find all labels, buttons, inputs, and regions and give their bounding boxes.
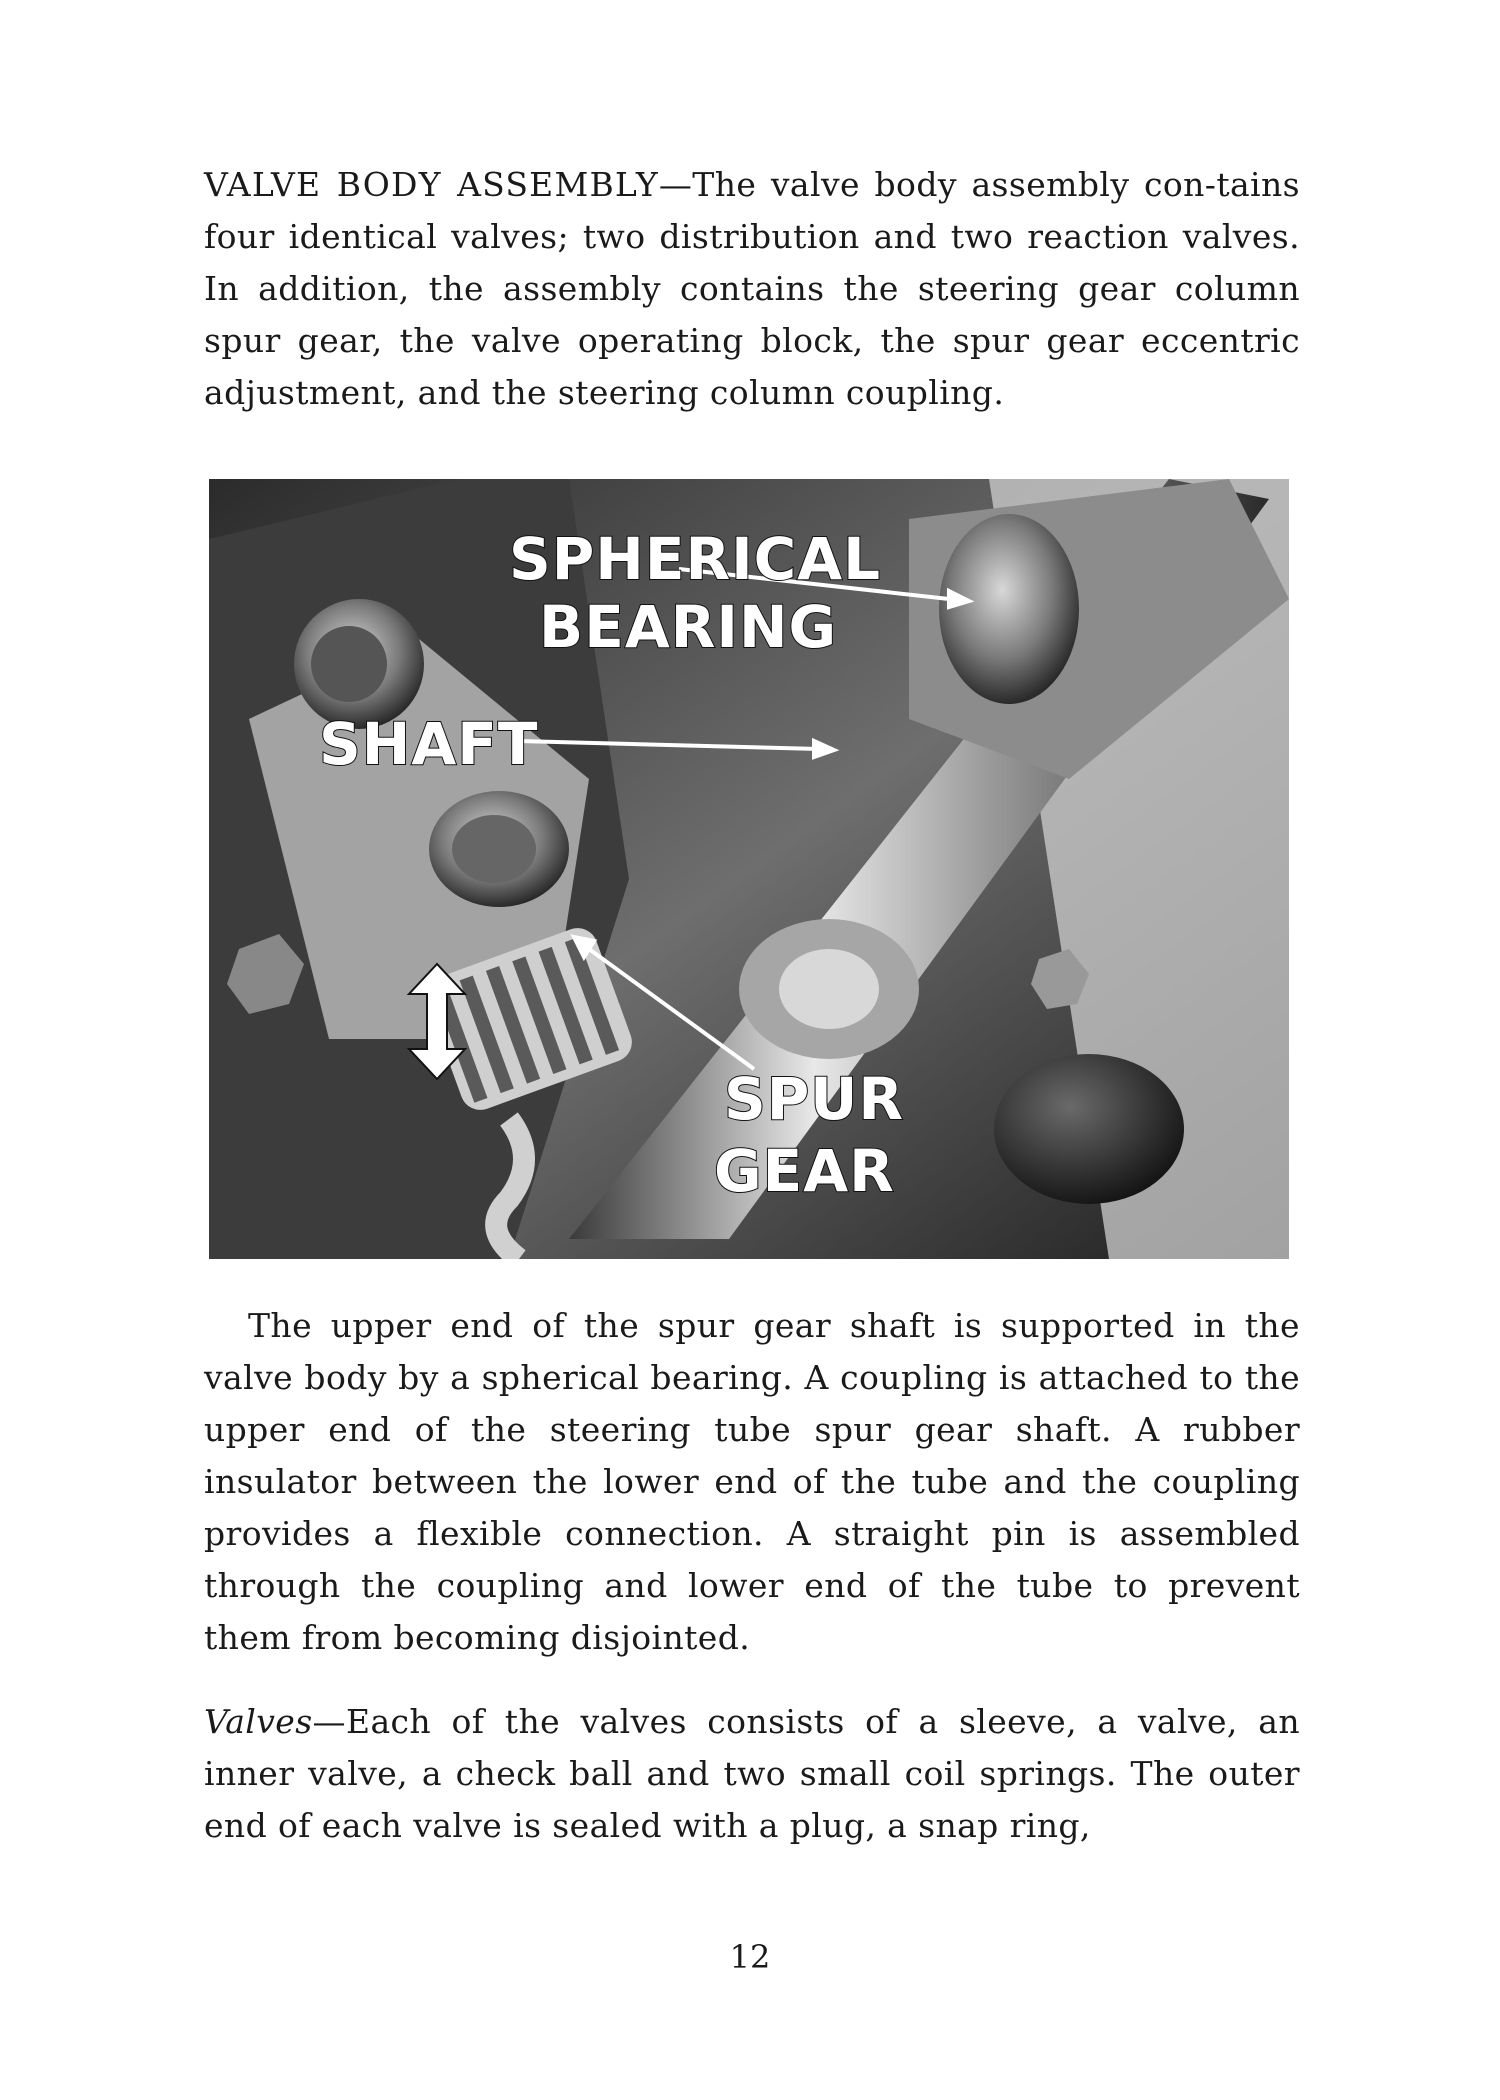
- label-bearing: BEARING: [539, 593, 838, 661]
- paragraph-spur-gear-shaft: [204, 1300, 1300, 1664]
- label-spherical: SPHERICAL: [509, 525, 882, 593]
- paragraph-text: The valve body assembly con-tains four identical valves; two distribution and two reaction valves. In addition, the assembly contains the steering gear column spur gear, the valve operating block, the spur gear eccentric adjustment, and the steering column coupling.: [204, 165, 1300, 412]
- spherical-bearing: [939, 514, 1079, 704]
- label-spur: SPUR: [724, 1065, 905, 1133]
- heading-dash: —: [658, 165, 693, 204]
- label-shaft: SHAFT: [319, 710, 539, 778]
- spur-gear-photo: [209, 479, 1289, 1259]
- paragraph-valve-body-assembly: [204, 159, 1300, 419]
- photo-illustration: [209, 479, 1289, 1259]
- section-heading: VALVE BODY ASSEMBLY: [204, 165, 659, 204]
- subsection-heading: Valves: [204, 1702, 313, 1741]
- page-number: 12: [729, 1938, 771, 1976]
- label-gear: GEAR: [714, 1137, 895, 1205]
- paragraph-text: Each of the valves consists of a sleeve, a valve, an inner valve, a check ball and two small coil springs. The outer end of each valve is sealed with a plug, a snap ring,: [204, 1702, 1300, 1845]
- paragraph-text: The upper end of the spur gear shaft is supported in the valve body by a spherical bearing. A coupling is attached to the upper end of the steering tube spur gear shaft. A rubber insulator between the lower end of the tube and the coupling provides a flexible connection. A straight pin is assembled through the coupling and lower end of the tube to prevent them from becoming disjointed.: [204, 1306, 1300, 1657]
- paragraph-valves: [204, 1696, 1300, 1852]
- heading-dash: —: [312, 1702, 346, 1741]
